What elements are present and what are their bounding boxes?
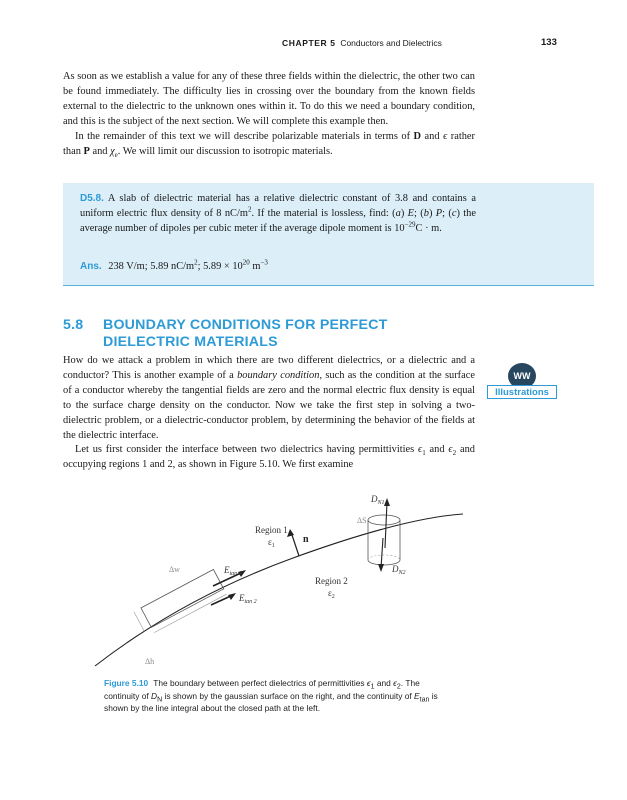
text: . We will limit our discussion to isotropic materials. xyxy=(117,145,333,157)
dn2-arrow xyxy=(381,538,383,568)
closed-path-rectangle xyxy=(134,569,227,636)
etan1-label: $E_{tan 1}$ xyxy=(224,565,242,577)
delta-h-label: Δh xyxy=(145,657,155,666)
symbol-epsilon: ϵ xyxy=(443,130,448,142)
illustrations-badge[interactable] xyxy=(487,363,557,403)
text: is shown by the gaussian surface on the right, and the continuity of xyxy=(164,690,412,701)
text: . If the material is lossless, find: ( xyxy=(251,207,396,219)
etan2-label: $E_{tan 2}$ xyxy=(239,593,257,605)
answer-label: Ans. xyxy=(80,261,102,272)
superscript: 20 xyxy=(242,258,250,267)
gaussian-cylinder xyxy=(368,515,400,565)
web-icon: WW xyxy=(508,363,536,389)
dn2-label: $D_{N2}$ xyxy=(392,564,406,576)
subscript: 2 xyxy=(452,449,457,458)
subscript: 2 xyxy=(396,683,401,691)
drill-label: D5.8. xyxy=(80,193,104,204)
text: The boundary between perfect dielectrics of permittivities xyxy=(153,678,365,688)
interface-curve xyxy=(95,514,463,666)
dn1-arrowhead xyxy=(384,498,390,506)
symbol-D: D xyxy=(151,690,158,701)
running-header xyxy=(0,38,627,52)
text: ; 5.89 × 10 xyxy=(197,261,243,272)
subscript: 1 xyxy=(370,683,375,691)
intro-paragraphs xyxy=(63,70,475,159)
section-number: 5.8 xyxy=(63,317,84,333)
section-paragraphs xyxy=(63,354,475,473)
superscript: 2 xyxy=(247,205,252,214)
text: ) xyxy=(428,207,436,219)
symbol-epsilon: ϵ xyxy=(393,678,397,688)
figure-boundary-diagram xyxy=(63,488,475,670)
text: How do we attack a problem in which there are two different dielectrics, or a dielectric and a conductor? This is another example of a xyxy=(63,355,475,381)
chapter-heading xyxy=(282,38,442,48)
drill-answer xyxy=(80,258,268,272)
section-title-line1: BOUNDARY CONDITIONS FOR PERFECT xyxy=(103,317,388,333)
text: Let us first consider the interface between two dielectrics having permittivities xyxy=(75,444,415,456)
superscript: 2 xyxy=(194,258,198,267)
text: m xyxy=(249,261,261,272)
subscript: 1 xyxy=(422,449,426,458)
paragraph-boundary-intro: As soon as we establish a value for any of these three fields within the dielectric, the other two can be found immediately. The difficulty lies in crossing over the boundary from the known fields external to the dielectric to the unknown ones within it. To do this we need a boundary condition, and this is the subject of the next section. We will complete this example then. xyxy=(63,71,475,127)
normal-arrowhead xyxy=(287,529,294,537)
part-label: c xyxy=(451,207,457,219)
part-label: b xyxy=(423,207,429,219)
symbol-P: P xyxy=(435,207,443,219)
chapter-label: CHAPTER 5 xyxy=(282,38,336,48)
section-heading xyxy=(63,317,387,351)
symbol-E: E xyxy=(407,207,415,219)
subscript: N xyxy=(157,696,163,704)
paragraph-interface xyxy=(63,443,475,473)
text: and xyxy=(424,130,440,142)
region1-label: Region 1 xyxy=(255,525,288,535)
paragraph-approach xyxy=(63,354,475,443)
text: and xyxy=(376,678,391,688)
page-number: 133 xyxy=(541,37,557,48)
part-label: a xyxy=(395,207,401,219)
text: and occupying regions 1 and 2, as shown in Figure 5.10. We first examine xyxy=(63,444,475,471)
eps1-label: $\varepsilon_1$ xyxy=(268,537,275,549)
normal-arrow xyxy=(291,532,299,556)
eps2-label: $\varepsilon_2$ xyxy=(328,588,335,600)
text: and xyxy=(429,444,445,456)
text: and xyxy=(92,145,108,157)
drill-problem-box xyxy=(63,183,594,286)
text: ) xyxy=(400,207,408,219)
normal-label: n xyxy=(303,534,309,545)
text: In the remainder of this text we will describe polarizable materials in terms of xyxy=(75,130,411,142)
caption-label: Figure 5.10 xyxy=(104,678,149,688)
etan2-arrowhead xyxy=(228,593,236,600)
chapter-title: Conductors and Dielectrics xyxy=(340,38,442,48)
superscript: −3 xyxy=(260,258,268,267)
dn2-arrowhead xyxy=(378,564,384,572)
paragraph-polarizable xyxy=(63,130,475,160)
symbol-chi: χ xyxy=(110,145,115,157)
section-title-line2: DIELECTRIC MATERIALS xyxy=(103,334,278,350)
subscript: tan xyxy=(419,696,430,704)
dn1-label: $D_{N1}$ xyxy=(371,494,385,506)
figure-caption xyxy=(104,677,454,715)
text: 238 V/m; 5.89 nC/m xyxy=(108,261,195,272)
text: . The continuity of xyxy=(104,678,420,701)
delta-s-label: ΔS xyxy=(357,516,367,525)
delta-w-label: Δw xyxy=(169,565,180,574)
emphasis: boundary condition xyxy=(237,369,320,381)
subscript: e xyxy=(114,150,118,159)
text: , such as the condition at the surface of a conductor whereby the tangential fields are zero and the normal electric flux density is equal to the surface charge density on the conductor. Now we take the first step in solving a two-dielectric problem, or a dielectric-conductor problem, by determining the behavior of the fields at the dielectric interface. xyxy=(63,369,475,441)
text: ; ( xyxy=(414,207,424,219)
symbol-epsilon: ϵ xyxy=(366,678,371,688)
text: A slab of dielectric material has a relative dielectric constant of 3.8 and contains a uniform electric flux density of 8 nC/m xyxy=(80,193,476,219)
text: ) the average number of dipoles per cubic meter if the average dipole moment is 10 xyxy=(80,207,476,234)
symbol-epsilon: ϵ xyxy=(418,444,423,456)
symbol-P: P xyxy=(83,145,90,157)
symbol-epsilon: ϵ xyxy=(448,444,453,456)
illustrations-label[interactable]: Illustrations xyxy=(487,385,557,399)
symbol-E: E xyxy=(414,690,420,701)
symbol-D: D xyxy=(413,130,422,142)
text: is shown by the line integral about the closed path at the left. xyxy=(104,690,438,714)
text: ; ( xyxy=(442,207,452,219)
drill-problem-text xyxy=(80,192,476,237)
text: rather than xyxy=(63,130,475,157)
region2-label: Region 2 xyxy=(315,576,348,586)
text: C · m. xyxy=(415,222,442,234)
superscript: −29 xyxy=(404,220,416,229)
